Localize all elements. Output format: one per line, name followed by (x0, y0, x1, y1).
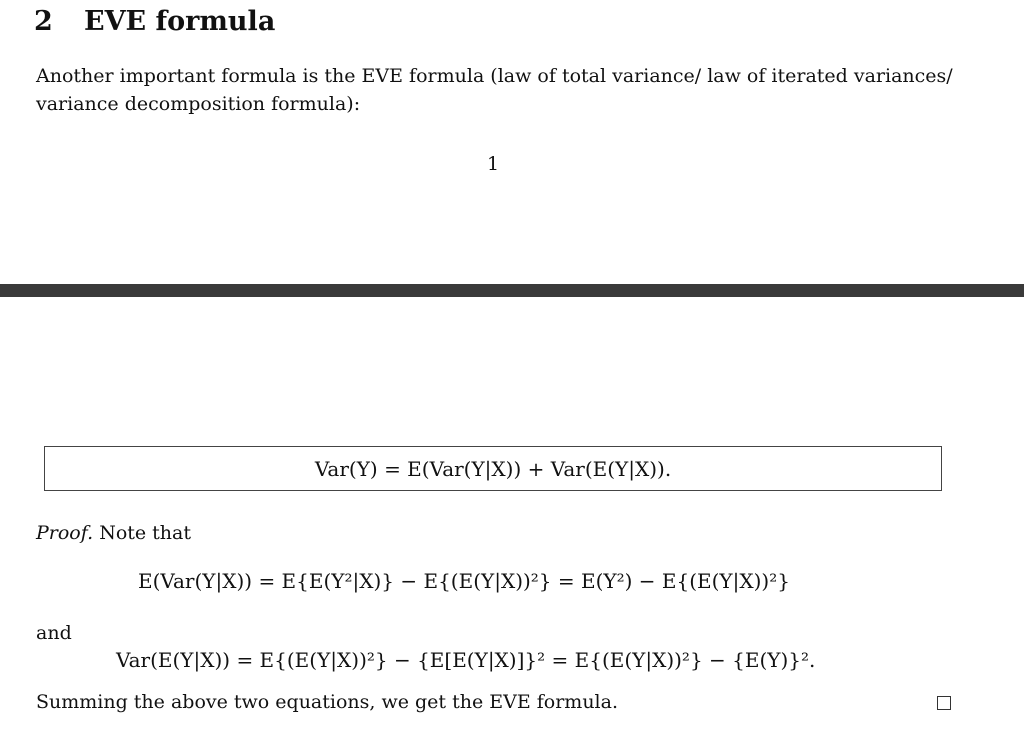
proof-summary: Summing the above two equations, we get the EVE formula. (36, 691, 619, 713)
proof-equation-1: E(Var(Y|X)) = E{E(Y²|X)} − E{(E(Y|X))²} = E(Y²) − E{(E(Y|X))²} (138, 569, 790, 593)
proof-text: Note that (99, 522, 192, 544)
boxed-equation-frame (44, 446, 942, 491)
qed-square-icon (937, 696, 951, 710)
eve-formula-equation: Var(Y) = E(Var(Y|X)) + Var(E(Y|X)). (314, 456, 672, 481)
page-number: 1 (487, 153, 500, 175)
intro-line-1: Another important formula is the EVE formula (law of total variance/ law of iterated variances/ (36, 65, 953, 87)
intro-line-2: variance decomposition formula): (36, 93, 361, 115)
proof-equation-2: Var(E(Y|X)) = E{(E(Y|X))²} − {E[E(Y|X)]}² = E{(E(Y|X))²} − {E(Y)}². (116, 648, 816, 672)
proof-connector: and (36, 622, 72, 644)
proof-label: Proof. (36, 522, 94, 544)
page-break-bar (0, 284, 1024, 297)
section-number: 2 (34, 6, 53, 37)
intro-paragraph (36, 62, 986, 118)
proof-intro (36, 522, 191, 544)
section-title: EVE formula (84, 6, 276, 37)
